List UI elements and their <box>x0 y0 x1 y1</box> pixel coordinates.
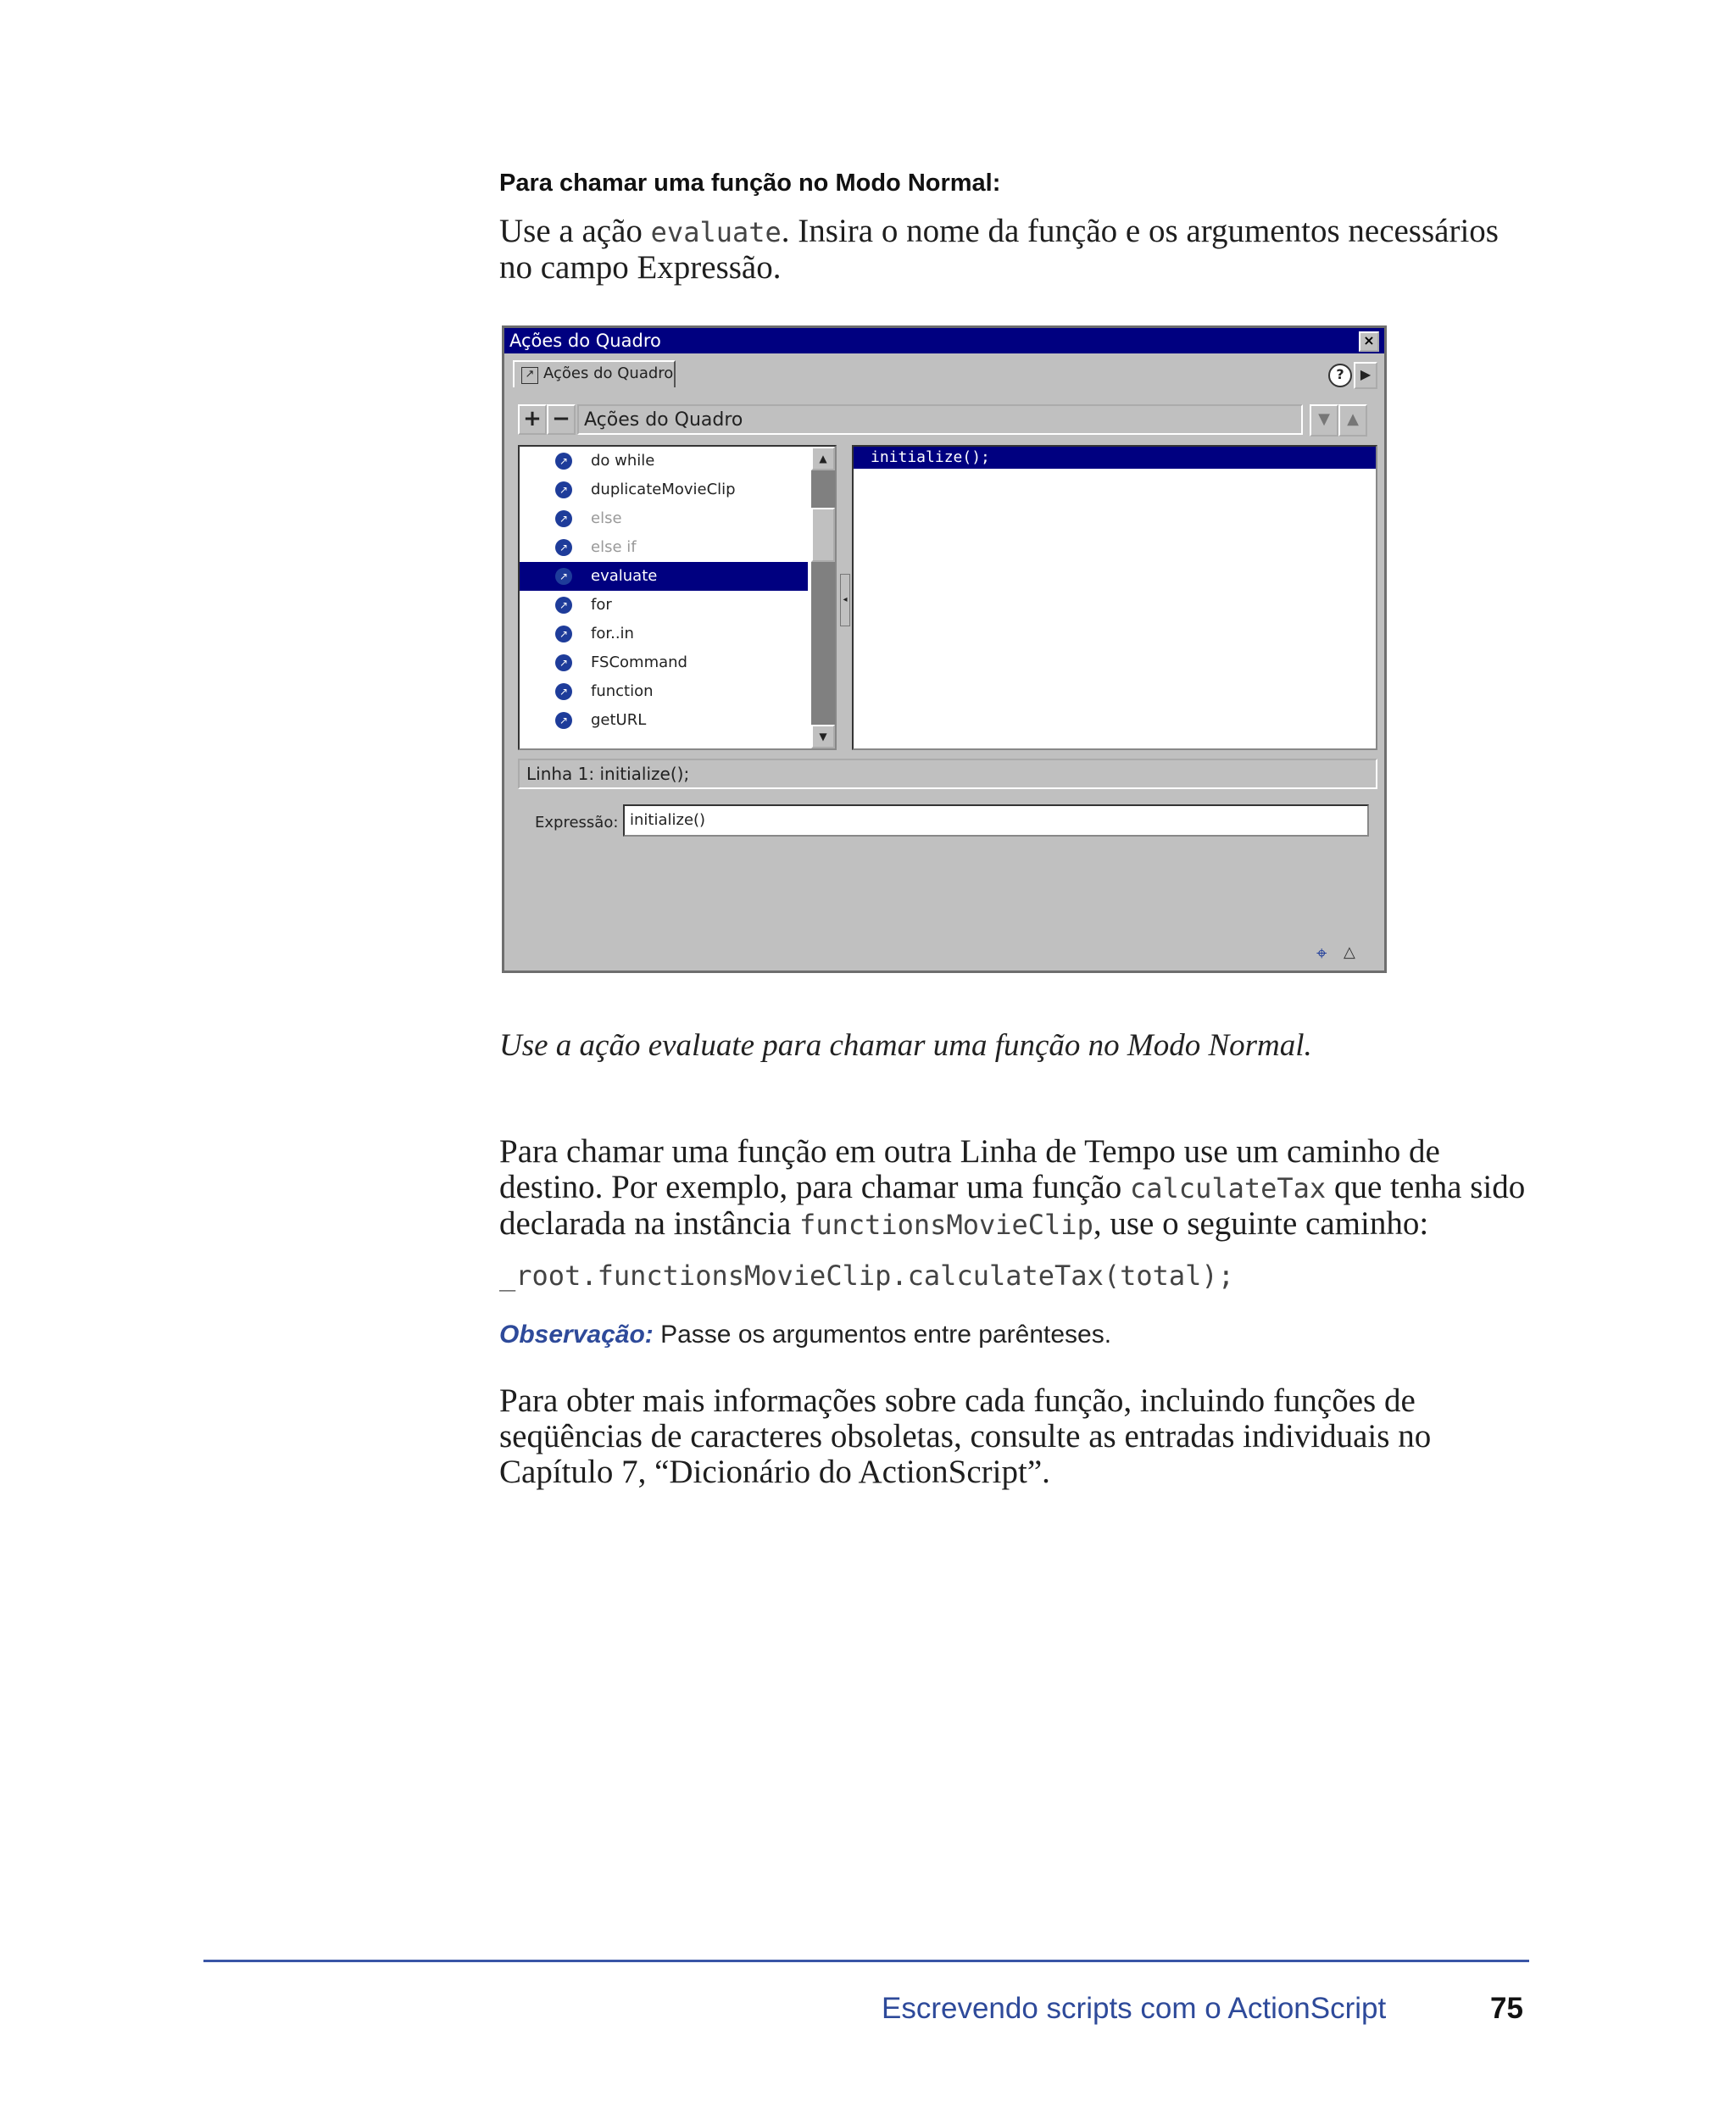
target-path-paragraph <box>499 1134 1533 1243</box>
move-down-button[interactable]: ▼ <box>1310 404 1338 437</box>
action-icon: ↗ <box>555 712 572 729</box>
script-editor[interactable] <box>852 445 1377 750</box>
panel-menu-icon[interactable]: ▶ <box>1354 362 1377 389</box>
action-icon: ↗ <box>555 626 572 642</box>
list-item[interactable]: ↗ getURL <box>520 706 808 735</box>
tab-label: Ações do Quadro <box>543 364 674 382</box>
list-item[interactable]: ↗ else <box>520 504 808 533</box>
note-text: Passe os argumentos entre parênteses. <box>653 1321 1112 1349</box>
line-status: Linha 1: initialize(); <box>518 759 1377 789</box>
move-up-button[interactable]: ▲ <box>1338 404 1367 437</box>
action-icon: ↗ <box>555 510 572 527</box>
note <box>499 1321 1111 1349</box>
page-number: 75 <box>1490 1992 1523 2025</box>
action-icon: ↗ <box>555 597 572 614</box>
window-titlebar <box>504 328 1384 353</box>
action-icon: ↗ <box>555 539 572 556</box>
pane-splitter[interactable]: ◂ <box>840 574 850 626</box>
list-item[interactable]: ↗ do while <box>520 447 808 476</box>
expression-input[interactable]: initialize() <box>623 804 1369 837</box>
close-icon[interactable]: × <box>1359 331 1379 352</box>
arrow-icon: ↗ <box>521 367 538 384</box>
action-icon: ↗ <box>555 481 572 498</box>
remove-action-button[interactable]: − <box>547 404 576 435</box>
paragraph-text: que tenha sido declarada na instância <box>499 1169 1526 1242</box>
tab-acoes-do-quadro[interactable] <box>513 360 676 387</box>
intro-text-end: . Insira o nome da função e os argumentos necessários no campo Expressão. <box>499 213 1499 286</box>
list-item[interactable]: ↗ for <box>520 591 808 620</box>
inline-code-functionsmovieclip: functionsMovieClip <box>799 1209 1093 1241</box>
list-item[interactable]: ↗ else if <box>520 533 808 562</box>
action-icon: ↗ <box>555 453 572 470</box>
actions-window <box>502 325 1387 973</box>
section-heading: Para chamar uma função no Modo Normal: <box>499 170 1001 197</box>
action-icon: ↗ <box>555 568 572 585</box>
collapse-icon[interactable]: △ <box>1344 943 1355 961</box>
action-icon: ↗ <box>555 654 572 671</box>
inline-code-calculatetax: calculateTax <box>1130 1172 1327 1204</box>
list-item[interactable]: ↗ FSCommand <box>520 648 808 677</box>
footer-divider <box>203 1960 1529 1962</box>
list-item[interactable]: ↗ function <box>520 677 808 706</box>
code-line-selected[interactable]: initialize(); <box>854 447 1376 469</box>
help-icon[interactable]: ? <box>1328 364 1352 387</box>
actions-list <box>518 445 837 750</box>
paragraph-text: Para chamar uma função em outra Linha de Tempo use um caminho de destino. Por exemplo, para chamar uma função <box>499 1133 1440 1205</box>
script-target-select[interactable]: Ações do Quadro <box>577 404 1303 435</box>
code-sample: _root.functionsMovieClip.calculateTax(total); <box>499 1260 1234 1292</box>
more-info-paragraph: Para obter mais informações sobre cada função, incluindo funções de seqüências de caracteres obsoletas, consulte as entradas individuais no Capítulo 7, “Dicionário do ActionScript”. <box>499 1382 1432 1490</box>
list-item[interactable]: ↗ for..in <box>520 620 808 648</box>
target-path-icon[interactable]: ⌖ <box>1316 943 1327 965</box>
footer-title: Escrevendo scripts com o ActionScript <box>882 1992 1387 2025</box>
paragraph-text: , use o seguinte caminho: <box>1093 1205 1429 1242</box>
intro-text-start: Use a ação <box>499 213 651 249</box>
note-label: Observação: <box>499 1321 654 1349</box>
inline-code-evaluate: evaluate <box>650 216 782 248</box>
intro-paragraph <box>499 214 1533 286</box>
list-item-selected[interactable]: ↗ evaluate <box>520 562 808 591</box>
window-title: Ações do Quadro <box>509 331 661 351</box>
scroll-thumb[interactable] <box>811 508 835 562</box>
scroll-down-icon[interactable]: ▼ <box>811 725 835 748</box>
scroll-up-icon[interactable]: ▲ <box>811 447 835 470</box>
add-action-button[interactable]: + <box>518 404 547 435</box>
expression-label: Expressão: <box>535 814 619 831</box>
list-scrollbar[interactable] <box>811 447 837 748</box>
list-item[interactable]: ↗ duplicateMovieClip <box>520 476 808 504</box>
figure-caption: Use a ação evaluate para chamar uma função no Modo Normal. <box>499 1028 1312 1063</box>
action-icon: ↗ <box>555 683 572 700</box>
